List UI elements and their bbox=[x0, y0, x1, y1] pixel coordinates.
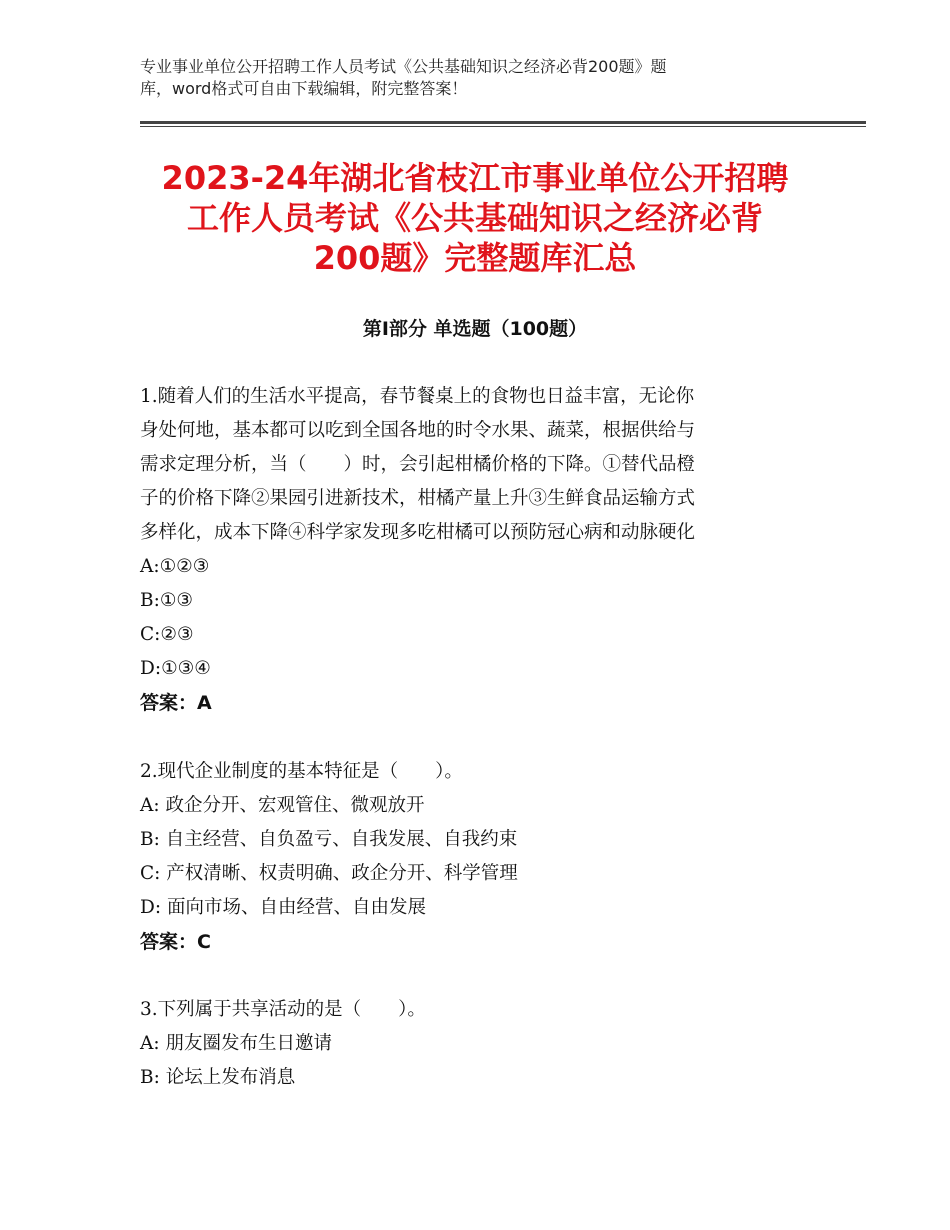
stem-line: 多样化，成本下降④科学家发现多吃柑橘可以预防冠心病和动脉硬化 bbox=[140, 522, 696, 543]
option-b: B: 论坛上发布消息 bbox=[140, 1067, 296, 1088]
header-divider-thin bbox=[140, 126, 866, 127]
header-divider-thick bbox=[140, 121, 866, 124]
answer: 答案：C bbox=[140, 931, 211, 953]
option-c: C: 产权清晰、权责明确、政企分开、科学管理 bbox=[140, 863, 518, 884]
document-title bbox=[100, 158, 850, 278]
stem-line: 2.现代企业制度的基本特征是（ ）。 bbox=[140, 761, 463, 782]
option-d: D: 面向市场、自由经营、自由发展 bbox=[140, 897, 426, 918]
question-2 bbox=[140, 755, 820, 959]
header-note-line-1: 专业事业单位公开招聘工作人员考试《公共基础知识之经济必背200题》题 bbox=[140, 57, 667, 76]
option-b: B:①③ bbox=[140, 590, 193, 611]
option-c: C:②③ bbox=[140, 624, 194, 645]
option-a: A:①②③ bbox=[140, 556, 210, 577]
option-a: A: 政企分开、宏观管住、微观放开 bbox=[140, 795, 425, 816]
question-stem bbox=[140, 755, 820, 789]
stem-line: 身处何地，基本都可以吃到全国各地的时令水果、蔬菜，根据供给与 bbox=[140, 420, 696, 441]
option-d: D:①③④ bbox=[140, 658, 211, 679]
header-note-line-2: 库，word格式可自由下载编辑，附完整答案！ bbox=[140, 79, 468, 98]
stem-line: 3.下列属于共享活动的是（ ）。 bbox=[140, 999, 426, 1020]
title-line-1: 2023-24年湖北省枝江市事业单位公开招聘 bbox=[161, 159, 789, 197]
header-note bbox=[140, 56, 780, 100]
stem-line: 子的价格下降②果园引进新技术，柑橘产量上升③生鲜食品运输方式 bbox=[140, 488, 696, 509]
title-line-3: 200题》完整题库汇总 bbox=[313, 239, 637, 277]
question-1 bbox=[140, 380, 820, 720]
question-stem bbox=[140, 380, 820, 550]
section-title: 第Ⅰ部分 单选题（100题） bbox=[362, 318, 588, 340]
answer: 答案：A bbox=[140, 692, 212, 714]
stem-line: 需求定理分析，当（ ）时，会引起柑橘价格的下降。①替代品橙 bbox=[140, 454, 696, 475]
option-a: A: 朋友圈发布生日邀请 bbox=[140, 1033, 332, 1054]
title-line-2: 工作人员考试《公共基础知识之经济必背 bbox=[186, 199, 763, 237]
stem-line: 1.随着人们的生活水平提高，春节餐桌上的食物也日益丰富，无论你 bbox=[140, 386, 695, 407]
option-b: B: 自主经营、自负盈亏、自我发展、自我约束 bbox=[140, 829, 518, 850]
question-3 bbox=[140, 993, 820, 1095]
question-stem bbox=[140, 993, 820, 1027]
